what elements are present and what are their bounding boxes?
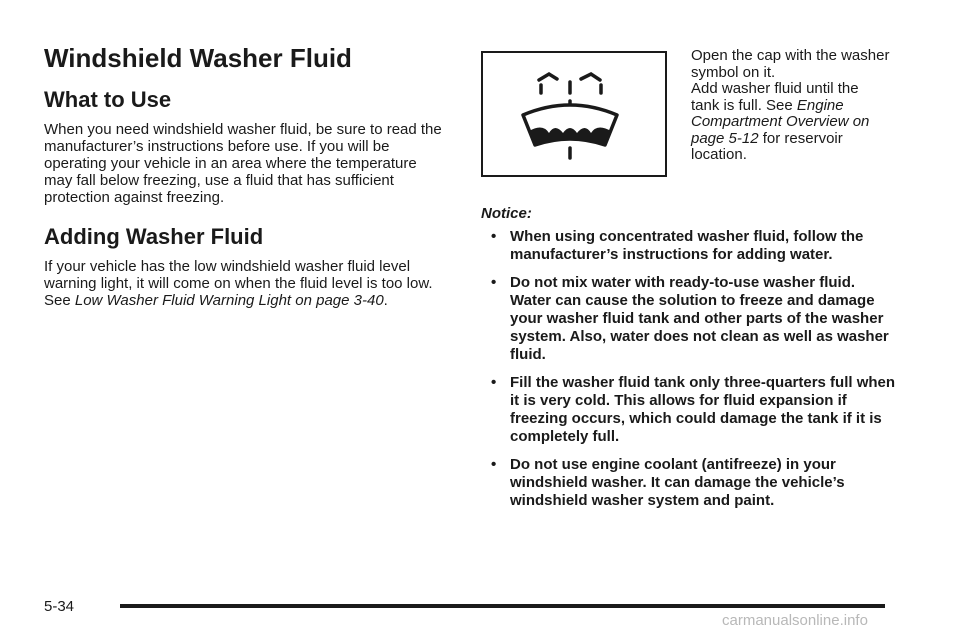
engine-compartment-reference: Engine Compartment Overview on page 5-12 [691, 96, 870, 147]
adding-washer-fluid-heading: Adding Washer Fluid [44, 224, 264, 250]
notice-item: • Do not mix water with ready-to-use washer fluid. Water can cause the solution to freeze and damage your washer fluid tank and other parts of the washer system. Also, water does not clean as well as washer fluid. [491, 274, 896, 364]
watermark: carmanualsonline.info [722, 612, 868, 629]
what-to-use-heading: What to Use [44, 86, 172, 112]
notice-label: Notice: [481, 205, 532, 222]
side-text-line2-start: Add washer fluid until the tank is full. See [691, 80, 859, 114]
side-text-line1: Open the cap with the washer symbol on it. [691, 47, 890, 81]
notice-item: • When using concentrated washer fluid, follow the manufacturer’s instructions for adding water. [491, 228, 896, 264]
washer-spray-fill [529, 127, 611, 145]
left-column [44, 44, 444, 327]
page-title: Windshield Washer Fluid [44, 43, 352, 73]
spray-arc-right [581, 74, 600, 80]
side-text-line2-end: for reservoir location. [691, 129, 843, 163]
footer-rule [120, 604, 885, 608]
notice-list [491, 228, 896, 520]
windshield-washer-symbol-icon [483, 53, 665, 175]
adding-text-start: If your vehicle has the low windshield washer fluid level warning light, it will come on when the fluid level is too low. See [44, 258, 433, 310]
washer-symbol-box [481, 51, 667, 177]
spray-arc-left [539, 74, 557, 80]
adding-washer-fluid-text [44, 258, 444, 309]
notice-item: • Do not use engine coolant (antifreeze) in your windshield washer. It can damage the vehicle’s windshield washer system and paint. [491, 456, 896, 510]
adding-text-end: . [383, 292, 388, 310]
notice-item: • Fill the washer fluid tank only three-quarters full when it is very cold. This allows for fluid expansion if freezing occurs, which could damage the tank if it is completely full. [491, 374, 896, 446]
page-number: 5-34 [44, 598, 75, 615]
low-washer-fluid-reference: Low Washer Fluid Warning Light on page 3-40 [74, 292, 384, 310]
washer-cap-instructions [691, 48, 891, 164]
what-to-use-text: When you need windshield washer fluid, be sure to read the manufacturer’s instructions before use. If you will be operating your vehicle in an area where the temperature may fall below freezing, use a fluid that has sufficient protection against freezing. [44, 121, 442, 207]
